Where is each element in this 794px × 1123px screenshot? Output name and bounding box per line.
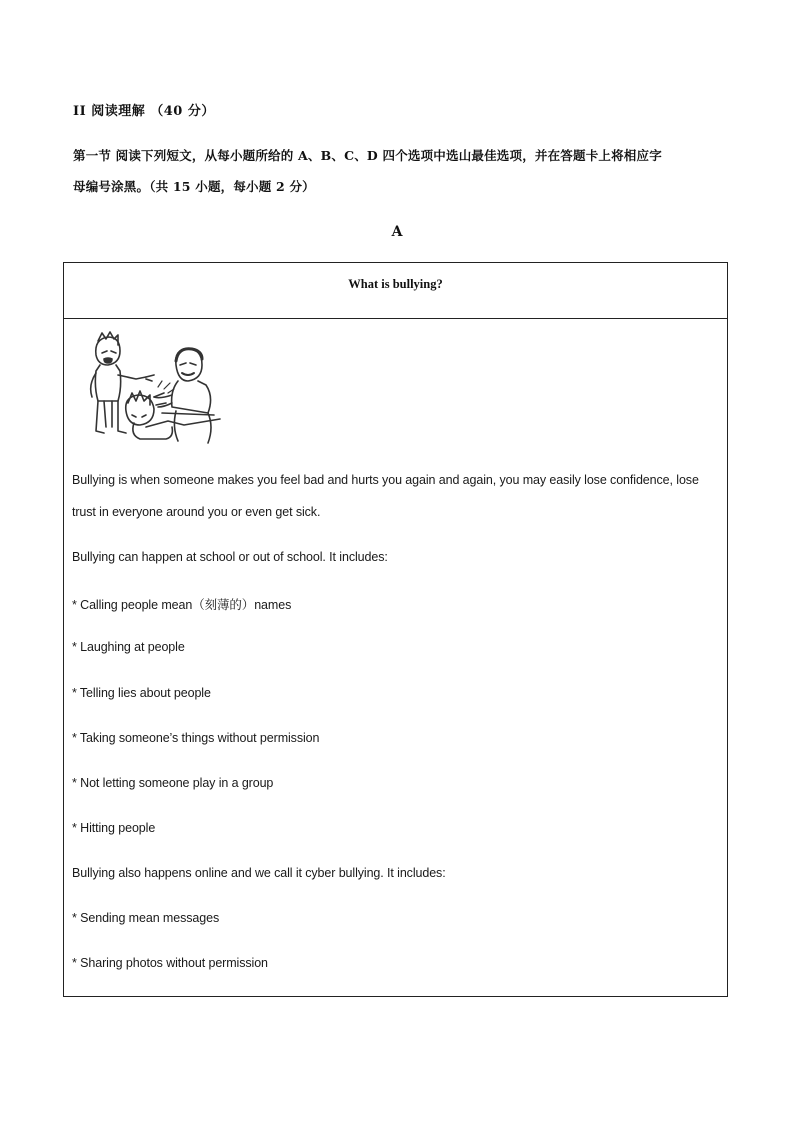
- passage-line: Bullying can happen at school or out of school. It includes:: [72, 550, 388, 564]
- bullying-illustration-icon: [74, 327, 224, 449]
- instruction-line-2: 母编号涂黑。（共 15 小题，每小题 2 分）: [73, 179, 315, 194]
- table-title: What is bullying?: [348, 277, 443, 291]
- list-item: * Telling lies about people: [72, 686, 211, 700]
- passage-line: trust in everyone around you or even get sick.: [72, 505, 321, 519]
- list-item: * Sharing photos without permission: [72, 956, 268, 970]
- list-item: * Hitting people: [72, 821, 156, 835]
- instruction-line-1: 第一节 阅读下列短文，从每小题所给的 A、B、C、D 四个选项中选山最佳选项，并在答题卡上将相应字: [73, 148, 662, 163]
- table-header-row: [64, 263, 727, 319]
- passage-line: Bullying also happens online and we call it cyber bullying. It includes:: [72, 866, 446, 880]
- list-item: * Not letting someone play in a group: [72, 776, 274, 790]
- list-item: * Calling people mean（刻薄的）names: [72, 598, 292, 612]
- passage-label: A: [391, 224, 403, 240]
- list-item: * Taking someone’s things without permission: [72, 731, 320, 745]
- section-title: II 阅读理解 （40 分）: [73, 104, 215, 119]
- list-item: * Sending mean messages: [72, 911, 220, 925]
- passage-line: Bullying is when someone makes you feel bad and hurts you again and again, you may easily lose confidence, lose: [72, 473, 699, 487]
- passage-table: [63, 262, 728, 997]
- list-item: * Laughing at people: [72, 640, 185, 654]
